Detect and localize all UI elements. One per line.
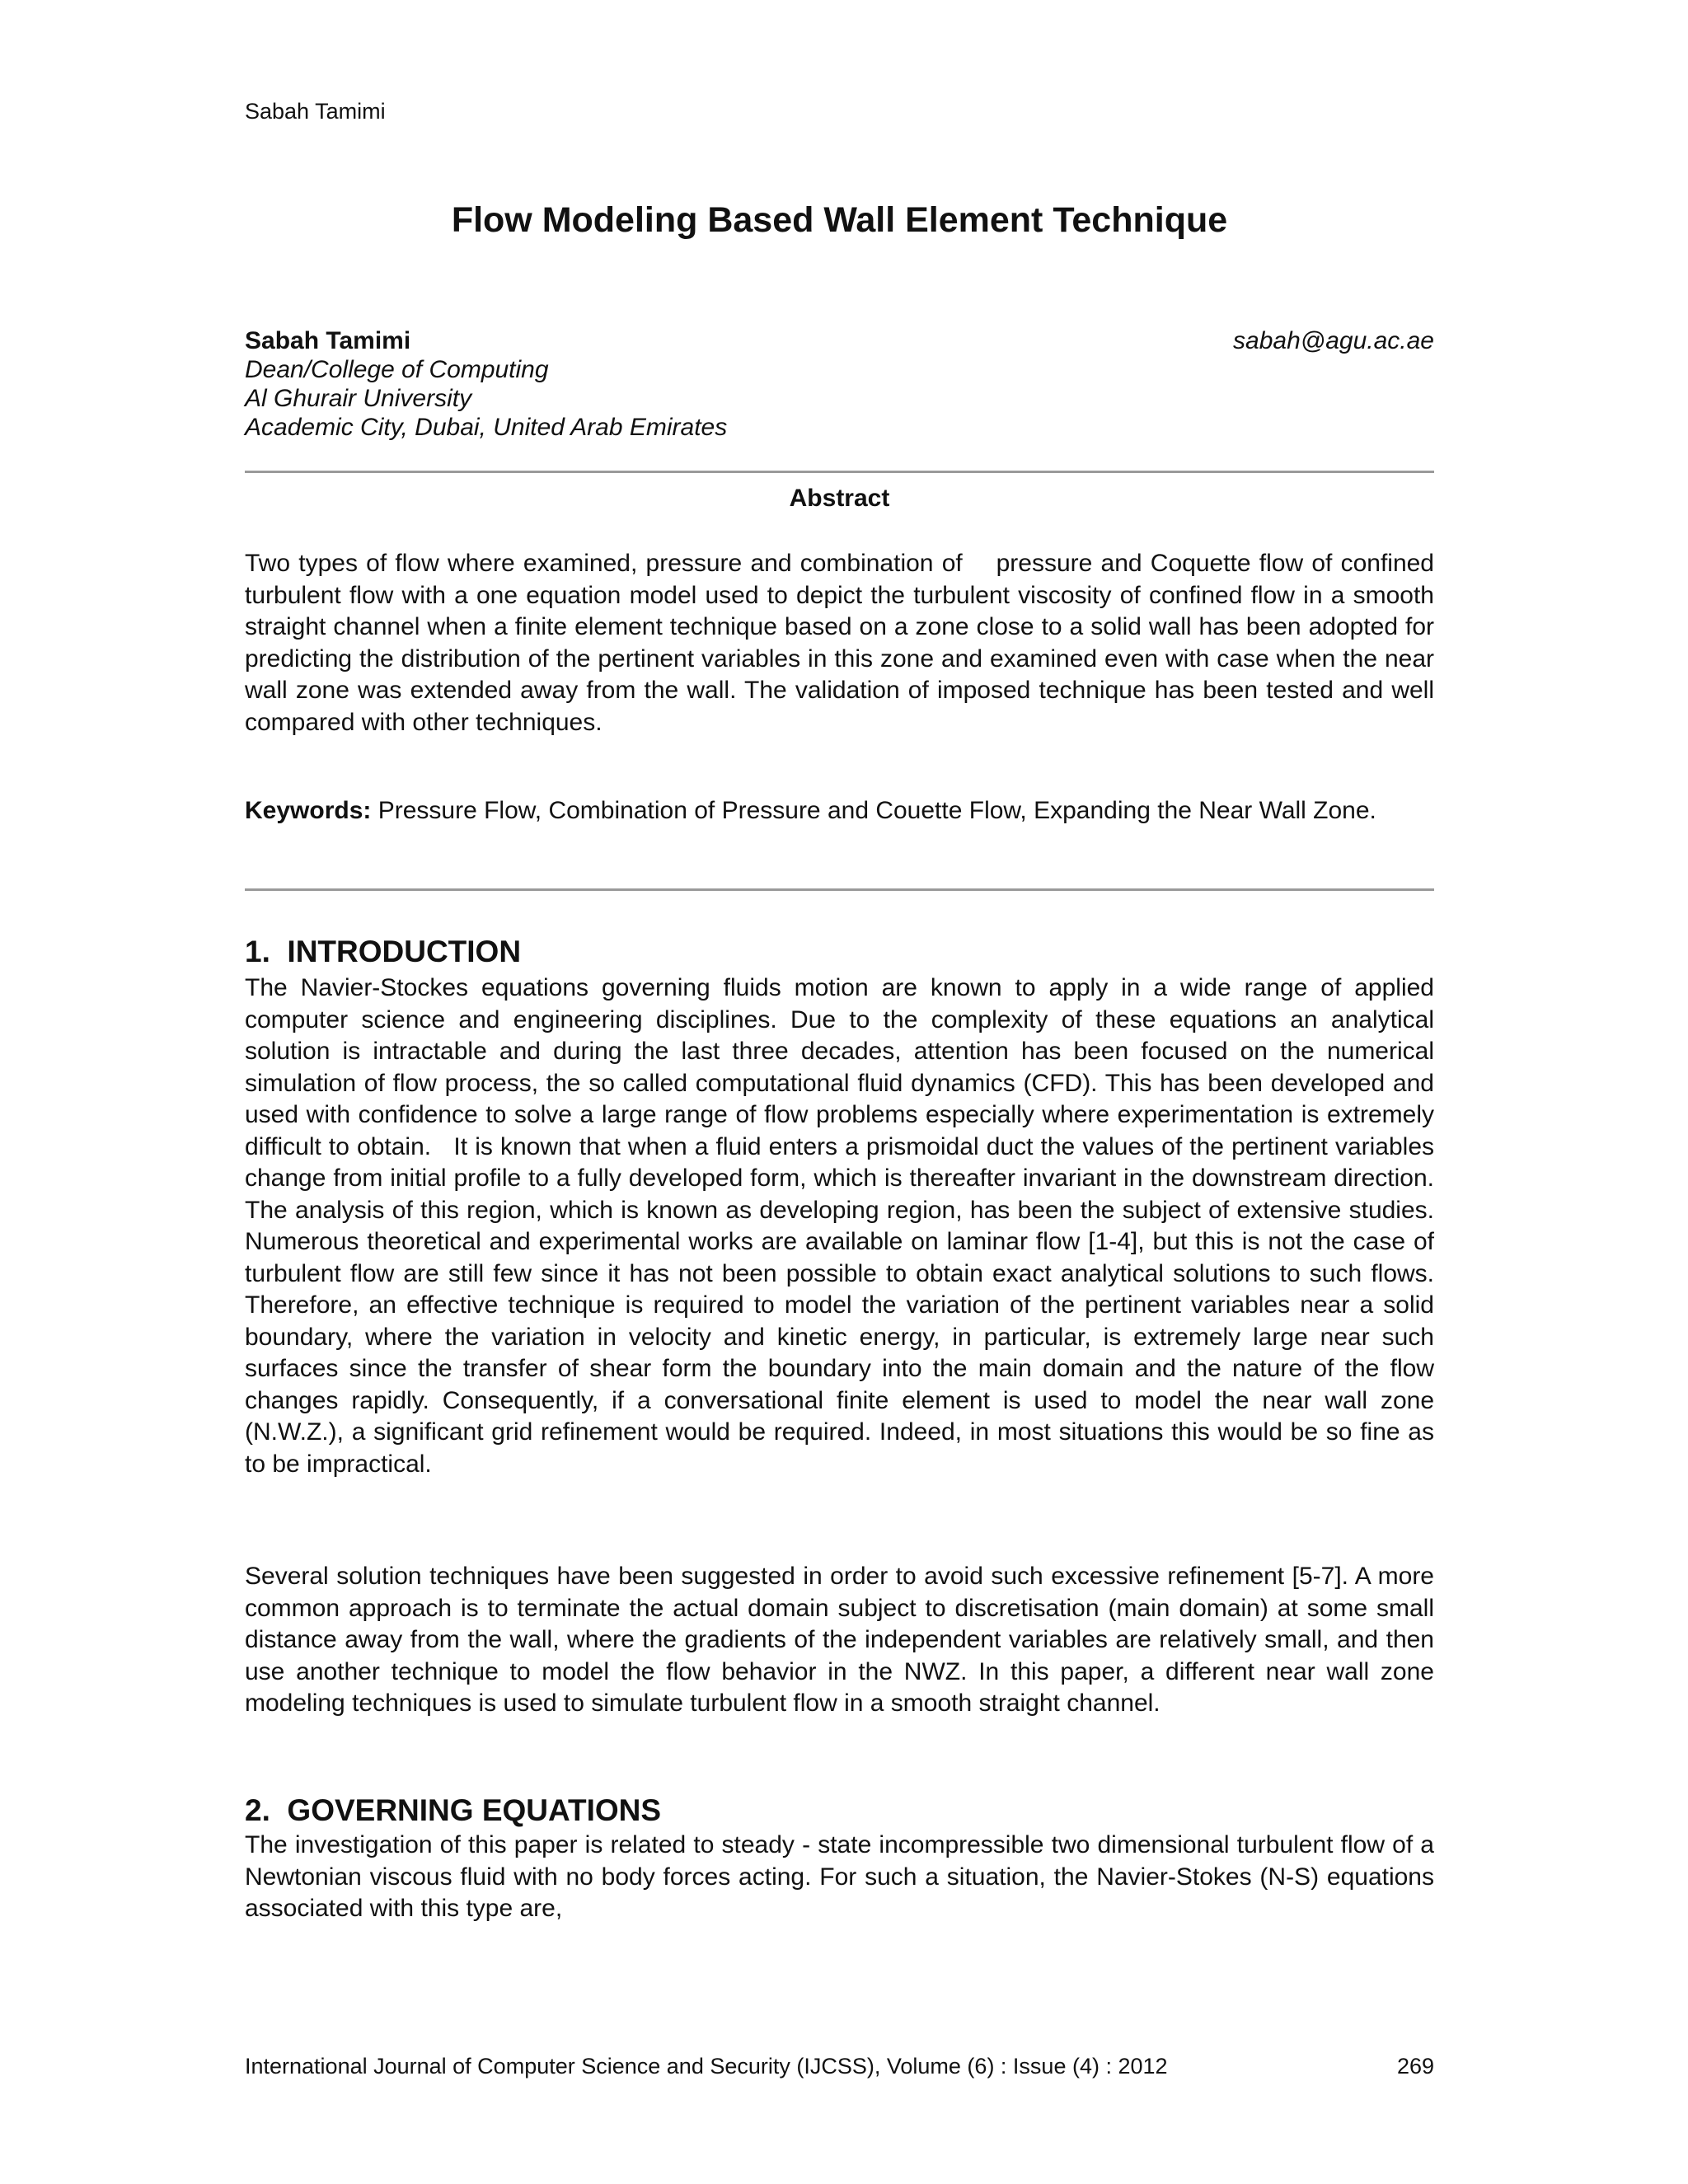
author-email: sabah@agu.ac.ae — [1233, 327, 1434, 354]
affiliation-line: Dean/College of Computing — [245, 356, 549, 383]
page-number: 269 — [1396, 2054, 1434, 2079]
affiliation-line: Al Ghurair University — [245, 385, 472, 412]
affiliation-line: Academic City, Dubai, United Arab Emirates — [245, 414, 728, 441]
author-block — [245, 326, 1434, 442]
divider-rule — [245, 888, 1434, 891]
running-head: Sabah Tamimi — [245, 99, 386, 124]
section-heading-governing-equations: 2. GOVERNING EQUATIONS — [245, 1793, 662, 1827]
section-heading-introduction: 1. INTRODUCTION — [245, 935, 522, 968]
keywords-label: Keywords: — [245, 797, 372, 824]
author-name: Sabah Tamimi — [245, 327, 411, 354]
intro-paragraph-2: Several solution techniques have been suggested in order to avoid such excessive refinement [5-7]. A more common approach is to terminate the actual domain subject to discretisation (main domain) at some small distance away from the wall, where the gradients of the independent variables are relatively small, and then use another technique to model the flow behavior in the NWZ. In this paper, a different near wall zone modeling techniques is used to simulate turbulent flow in a smooth straight channel. — [245, 1563, 1434, 1717]
paper-title: Flow Modeling Based Wall Element Technique — [451, 200, 1228, 240]
divider-rule — [245, 471, 1434, 473]
abstract-text: Two types of flow where examined, pressure and combination of pressure and Coquette flow of confined turbulent flow with a one equation model used to depict the turbulent viscosity of confined flow in a smooth straight channel when a finite element technique based on a zone close to a solid wall has been adopted for predicting the distribution of the pertinent variables in this zone and examined even with case when the near wall zone was extended away from the wall. The validation of imposed technique has been tested and well compared with other techniques. — [245, 550, 1434, 736]
keywords-text: Pressure Flow, Combination of Pressure and Couette Flow, Expanding the Near Wall Zone. — [377, 797, 1376, 824]
intro-paragraph-1: The Navier-Stockes equations governing fluids motion are known to apply in a wide range of applied computer science and engineering disciplines. Due to the complexity of these equations an analytical solution is intractable and during the last three decades, attention has been focused on the numerical simulation of flow process, the so called computational fluid dynamics (CFD). This has been developed and used with confidence to solve a large range of flow problems especially where experimentation is extremely difficult to obtain. It is known that when a fluid enters a prismoidal duct the values of the pertinent variables change from initial profile to a fully developed form, which is thereafter invariant in the downstream direction. The analysis of this region, which is known as developing region, has been the subject of extensive studies. Numerous theoretical and experimental works are available on laminar flow [1-4], but this is not the case of turbulent flow are still few since it has not been possible to obtain exact analytical solutions to such flows. Therefore, an effective technique is required to model the variation of the pertinent variables near a solid boundary, where the variation in velocity and kinetic energy, in particular, is extremely large near such surfaces since the transfer of shear form the boundary into the main domain and the nature of the flow changes rapidly. Consequently, if a conversational finite element is used to model the near wall zone (N.W.Z.), a significant grid refinement would be required. Indeed, in most situations this would be so fine as to be impractical. — [245, 974, 1434, 1478]
keywords — [245, 795, 1434, 827]
journal-citation: International Journal of Computer Science and Security (IJCSS), Volume (6) : Issue (4) : 2012 — [245, 2054, 1168, 2079]
governing-paragraph-1: The investigation of this paper is related to steady - state incompressible two dimensional turbulent flow of a Newtonian viscous fluid with no body forces acting. For such a situation, the Navier-Stokes (N-S) equations associated with this type are, — [245, 1831, 1434, 1922]
abstract-heading: Abstract — [789, 485, 890, 512]
page-footer — [245, 2052, 1434, 2080]
